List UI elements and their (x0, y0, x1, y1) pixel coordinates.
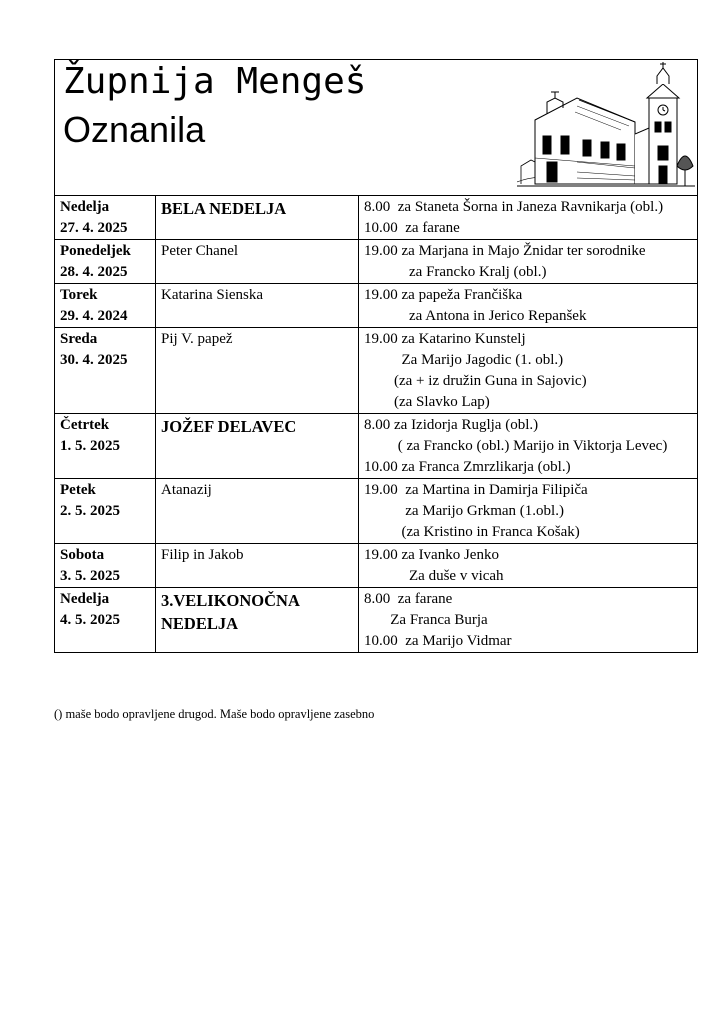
mass-intention: 10.00 za farane (364, 220, 460, 236)
mass-intention: (za + iz družin Guna in Sajovic) (364, 373, 587, 389)
mass-intention: za Antona in Jerico Repanšek (364, 308, 587, 324)
mass-cell (359, 588, 698, 653)
feast-cell: Pij V. papež (156, 328, 359, 414)
feast-cell: Atanazij (156, 479, 359, 544)
feast-cell: Katarina Sienska (156, 284, 359, 328)
mass-cell (359, 240, 698, 284)
mass-cell (359, 284, 698, 328)
announcements-title: Oznanila (63, 109, 206, 150)
table-row (55, 479, 698, 544)
mass-cell (359, 479, 698, 544)
mass-intention: 19.00 za papeža Frančiška (364, 287, 523, 303)
table-row (55, 544, 698, 588)
mass-intention: za Francko Kralj (obl.) (364, 264, 547, 280)
mass-intention: 19.00 za Martina in Damirja Filipiča (364, 482, 588, 498)
day-cell (55, 240, 156, 284)
schedule-body (55, 196, 698, 653)
mass-cell (359, 328, 698, 414)
day-date: 2. 5. 2025 (60, 503, 120, 519)
day-name: Sreda (60, 331, 98, 347)
day-date: 1. 5. 2025 (60, 438, 120, 454)
day-cell (55, 588, 156, 653)
day-name: Torek (60, 287, 98, 303)
mass-intention: Za Franca Burja (364, 612, 488, 628)
feast-cell: Filip in Jakob (156, 544, 359, 588)
mass-intention: 10.00 za Franca Zmrzlikarja (obl.) (364, 459, 571, 475)
feast-cell: JOŽEF DELAVEC (156, 414, 359, 479)
mass-cell (359, 544, 698, 588)
mass-intention: 19.00 za Katarino Kunstelj (364, 331, 526, 347)
mass-intention: 10.00 za Marijo Vidmar (364, 633, 512, 649)
mass-intention: 19.00 za Ivanko Jenko (364, 547, 499, 563)
day-cell (55, 284, 156, 328)
day-cell (55, 328, 156, 414)
mass-intention: ( za Francko (obl.) Marijo in Viktorja Levec) (364, 438, 668, 454)
table-row (55, 284, 698, 328)
feast-cell: BELA NEDELJA (156, 196, 359, 240)
mass-cell (359, 196, 698, 240)
day-date: 3. 5. 2025 (60, 568, 120, 584)
day-name: Nedelja (60, 199, 110, 215)
day-name: Ponedeljek (60, 243, 131, 259)
mass-intention: 19.00 za Marjana in Majo Žnidar ter sorodnike (364, 243, 646, 259)
mass-intention: Za Marijo Jagodic (1. obl.) (364, 352, 564, 368)
schedule-table (54, 195, 698, 653)
feast-cell: Peter Chanel (156, 240, 359, 284)
day-date: 28. 4. 2025 (60, 264, 128, 280)
day-name: Nedelja (60, 591, 110, 607)
feast-cell: 3.VELIKONOČNA NEDELJA (156, 588, 359, 653)
day-cell (55, 544, 156, 588)
mass-intention: 8.00 za Staneta Šorna in Janeza Ravnikarja (obl.) (364, 199, 664, 215)
day-date: 30. 4. 2025 (60, 352, 128, 368)
mass-intention: (za Slavko Lap) (364, 394, 490, 410)
footnote: () maše bodo opravljene drugod. Maše bodo opravljene zasebno (54, 707, 375, 721)
day-cell (55, 414, 156, 479)
table-row (55, 240, 698, 284)
day-name: Sobota (60, 547, 105, 563)
church-illustration (517, 62, 695, 192)
header-box (54, 59, 698, 196)
day-cell (55, 196, 156, 240)
parish-title: Župnija Mengeš (63, 61, 367, 102)
table-row (55, 588, 698, 653)
day-date: 27. 4. 2025 (60, 220, 128, 236)
day-name: Četrtek (60, 417, 110, 433)
table-row (55, 196, 698, 240)
table-row (55, 328, 698, 414)
mass-intention: (za Kristino in Franca Košak) (364, 524, 580, 540)
mass-intention: za Marijo Grkman (1.obl.) (364, 503, 564, 519)
mass-intention: Za duše v vicah (364, 568, 504, 584)
mass-intention: 8.00 za Izidorja Ruglja (obl.) (364, 417, 539, 433)
day-name: Petek (60, 482, 96, 498)
day-cell (55, 479, 156, 544)
day-date: 4. 5. 2025 (60, 612, 120, 628)
mass-intention: 8.00 za farane (364, 591, 453, 607)
mass-cell (359, 414, 698, 479)
table-row (55, 414, 698, 479)
day-date: 29. 4. 2024 (60, 308, 128, 324)
